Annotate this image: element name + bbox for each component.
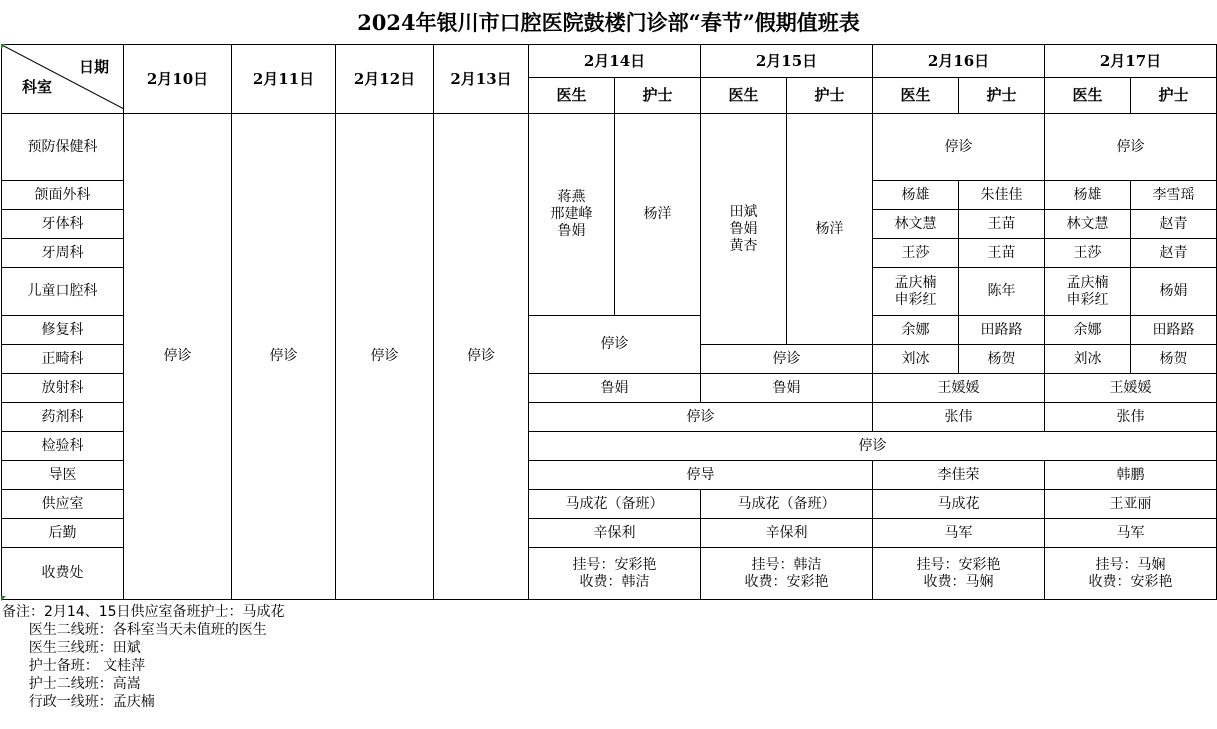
note-line: 医生三线班：田斌 (2, 640, 141, 656)
closed-cell: 停诊 (434, 114, 529, 600)
doctor-cell: 田斌 鲁娟 黄杏 (701, 114, 787, 345)
nurse-cell: 朱佳佳 (959, 181, 1045, 210)
department-label: 放射科 (2, 374, 124, 403)
logistics-cell: 辛保利 (529, 519, 701, 548)
doctor-cell: 杨雄 (1045, 181, 1131, 210)
nurse-header: 护士 (787, 78, 873, 114)
nurse-cell: 李雪瑶 (1131, 181, 1217, 210)
doctor-cell: 林文慧 (873, 210, 959, 239)
doctor-header: 医生 (701, 78, 787, 114)
cashier-cell: 挂号：安彩艳 收费：韩洁 (529, 548, 701, 600)
doctor-cell: 余娜 (1045, 316, 1131, 345)
pharmacy-cell: 张伟 (1045, 403, 1217, 432)
supply-cell: 马成花（备班） (529, 490, 701, 519)
date-header: 2月13日 (434, 45, 529, 114)
closed-cell: 停诊 (529, 316, 701, 374)
doctor-cell: 刘冰 (873, 345, 959, 374)
date-header: 2月12日 (336, 45, 434, 114)
nurse-header: 护士 (615, 78, 701, 114)
department-label: 供应室 (2, 490, 124, 519)
closed-cell: 停诊 (529, 432, 1217, 461)
cell-comment-marker (1, 596, 6, 601)
department-label: 收费处 (2, 548, 124, 600)
doctor-header: 医生 (1045, 78, 1131, 114)
date-header: 2月16日 (873, 45, 1045, 78)
diagonal-line (2, 45, 124, 109)
closed-cell: 停诊 (232, 114, 336, 600)
department-label: 颌面外科 (2, 181, 124, 210)
corner-header-cell (2, 45, 124, 114)
note-line: 备注：2月14、15日供应室备班护士：马成花 (2, 604, 285, 620)
radiology-cell: 王媛媛 (873, 374, 1045, 403)
nurse-cell: 杨娟 (1131, 268, 1217, 316)
supply-cell: 马成花（备班） (701, 490, 873, 519)
closed-cell: 停诊 (701, 345, 873, 374)
corner-dept-label: 科室 (22, 78, 53, 96)
date-header: 2月10日 (124, 45, 232, 114)
date-header: 2月11日 (232, 45, 336, 114)
doctor-cell: 王莎 (1045, 239, 1131, 268)
logistics-cell: 辛保利 (701, 519, 873, 548)
note-line: 护士备班： 文桂萍 (2, 658, 146, 674)
guide-cell: 李佳荣 (873, 461, 1045, 490)
department-label: 牙体科 (2, 210, 124, 239)
cell-comment-marker (1, 44, 6, 49)
logistics-cell: 马军 (873, 519, 1045, 548)
date-header: 2月15日 (701, 45, 873, 78)
corner-date-label: 日期 (78, 58, 109, 76)
department-label: 预防保健科 (2, 114, 124, 181)
doctor-cell: 王莎 (873, 239, 959, 268)
nurse-cell: 陈年 (959, 268, 1045, 316)
doctor-cell: 林文慧 (1045, 210, 1131, 239)
logistics-cell: 马军 (1045, 519, 1217, 548)
pharmacy-cell: 张伟 (873, 403, 1045, 432)
guide-cell: 韩鹏 (1045, 461, 1217, 490)
doctor-cell: 余娜 (873, 316, 959, 345)
cashier-cell: 挂号：安彩艳 收费：马娴 (873, 548, 1045, 600)
doctor-cell: 刘冰 (1045, 345, 1131, 374)
department-label: 后勤 (2, 519, 124, 548)
doctor-cell: 杨雄 (873, 181, 959, 210)
doctor-header: 医生 (873, 78, 959, 114)
notes-section (2, 603, 1214, 711)
supply-cell: 马成花 (873, 490, 1045, 519)
closed-cell: 停诊 (124, 114, 232, 600)
department-label: 检验科 (2, 432, 124, 461)
department-label: 导医 (2, 461, 124, 490)
nurse-cell: 王苗 (959, 239, 1045, 268)
nurse-cell: 杨贺 (1131, 345, 1217, 374)
note-line: 护士二线班：高嵩 (2, 676, 141, 692)
radiology-cell: 王媛媛 (1045, 374, 1217, 403)
department-label: 药剂科 (2, 403, 124, 432)
note-line: 医生二线班：各科室当天未值班的医生 (2, 622, 267, 638)
supply-cell: 王亚丽 (1045, 490, 1217, 519)
radiology-cell: 鲁娟 (701, 374, 873, 403)
nurse-cell: 赵青 (1131, 239, 1217, 268)
nurse-cell: 田路路 (959, 316, 1045, 345)
closed-cell: 停诊 (1045, 114, 1217, 181)
cashier-cell: 挂号：马娴 收费：安彩艳 (1045, 548, 1217, 600)
note-line: 行政一线班：孟庆楠 (2, 694, 155, 710)
department-label: 修复科 (2, 316, 124, 345)
duty-schedule-table (1, 44, 1217, 600)
nurse-cell: 杨洋 (787, 114, 873, 345)
nurse-cell: 田路路 (1131, 316, 1217, 345)
date-header: 2月14日 (529, 45, 701, 78)
closed-cell: 停诊 (336, 114, 434, 600)
doctor-header: 医生 (529, 78, 615, 114)
guide-cell: 停导 (529, 461, 873, 490)
doctor-cell: 蒋燕 邢建峰 鲁娟 (529, 114, 615, 316)
nurse-header: 护士 (1131, 78, 1217, 114)
nurse-cell: 赵青 (1131, 210, 1217, 239)
nurse-cell: 王苗 (959, 210, 1045, 239)
nurse-cell: 杨贺 (959, 345, 1045, 374)
department-label: 牙周科 (2, 239, 124, 268)
nurse-cell: 杨洋 (615, 114, 701, 316)
nurse-header: 护士 (959, 78, 1045, 114)
page-title: 2024年银川市口腔医院鼓楼门诊部“春节”假期值班表 (357, 10, 860, 35)
department-label: 儿童口腔科 (2, 268, 124, 316)
department-label: 正畸科 (2, 345, 124, 374)
closed-cell: 停诊 (873, 114, 1045, 181)
doctor-cell: 孟庆楠 申彩红 (873, 268, 959, 316)
date-header: 2月17日 (1045, 45, 1217, 78)
radiology-cell: 鲁娟 (529, 374, 701, 403)
doctor-cell: 孟庆楠 申彩红 (1045, 268, 1131, 316)
closed-cell: 停诊 (529, 403, 873, 432)
cashier-cell: 挂号：韩洁 收费：安彩艳 (701, 548, 873, 600)
